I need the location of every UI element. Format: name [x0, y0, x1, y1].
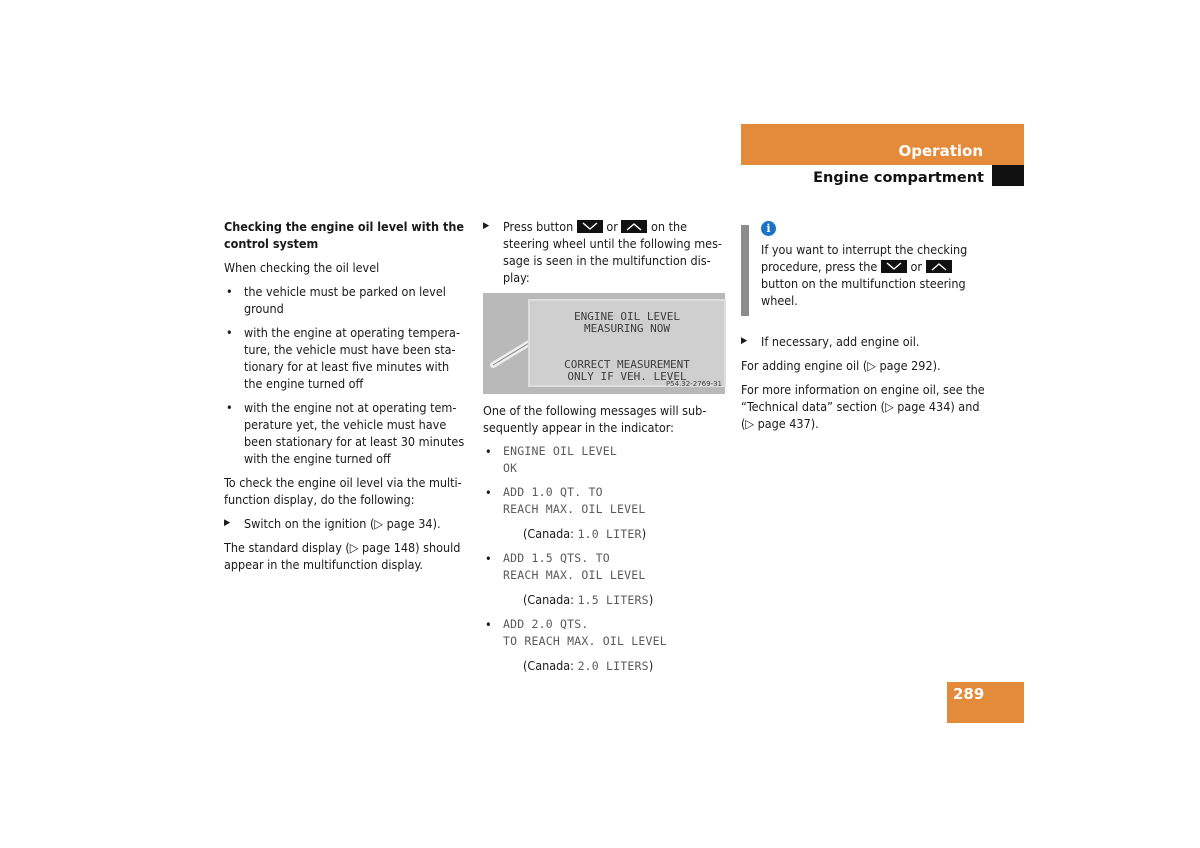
canada-value: 2.0 LITERS — [577, 659, 649, 673]
note-text — [761, 241, 991, 309]
step-text: or — [606, 219, 618, 234]
list-item — [483, 443, 728, 477]
figure-reference: P54.32-2769-31 — [665, 380, 722, 388]
column-middle — [483, 218, 728, 682]
subheader — [741, 165, 1024, 186]
info-icon: i — [761, 221, 776, 236]
canada-label: (Canada: — [523, 592, 574, 607]
canada-close: ) — [641, 526, 647, 541]
column-left — [224, 218, 468, 580]
canada-label: (Canada: — [523, 658, 574, 673]
message-line: TO REACH MAX. OIL LEVEL — [503, 634, 667, 648]
display-screen — [528, 299, 726, 387]
intro-text: When checking the oil level — [224, 260, 380, 275]
step-text: Press button — [503, 219, 574, 234]
display-line: ONLY IF VEH. LEVEL — [567, 370, 687, 383]
header-band — [741, 124, 1024, 165]
canada-value: 1.5 LITERS — [577, 593, 649, 607]
display-line: MEASURING NOW — [583, 322, 671, 335]
paragraph: To check the engine oil level via the multi-function display, do the following: — [224, 475, 462, 507]
column-right — [741, 218, 991, 439]
step-item — [483, 218, 728, 286]
button-up-icon — [926, 260, 952, 273]
step-text: on the steering wheel until the following mes-sage is seen in the multifunction dis-play: — [503, 219, 722, 285]
canada-note — [483, 591, 728, 609]
canada-value: 1.0 LITER — [577, 527, 642, 541]
list-item: • the vehicle must be parked on level ground — [224, 283, 468, 317]
paragraph: The standard display (▷ page 148) should appear in the multifunction display. — [224, 540, 461, 572]
paragraph: For adding engine oil (▷ page 292). — [741, 358, 941, 373]
canada-note — [483, 525, 728, 543]
list-item — [483, 484, 728, 518]
canada-close: ) — [648, 592, 654, 607]
message-line: REACH MAX. OIL LEVEL — [503, 568, 646, 582]
note-text-or: or — [910, 259, 922, 274]
message-line: • ADD 1.0 QT. TO — [503, 485, 603, 499]
heading: Checking the engine oil level with the control system — [224, 219, 464, 251]
paragraph: One of the following messages will sub-sequently appear in the indicator: — [483, 403, 707, 435]
button-down-icon — [881, 260, 907, 273]
button-up-icon — [621, 220, 647, 233]
canada-note — [483, 657, 728, 675]
list-item: • with the engine at operating tempera-ture, the vehicle must have been sta-tionary for at least five minutes with the engine turned off — [224, 324, 468, 392]
note-bar — [741, 225, 749, 316]
section-title: Operation — [898, 142, 983, 160]
step-item: ▶ If necessary, add engine oil. — [741, 333, 991, 350]
button-down-icon — [577, 220, 603, 233]
note-text-a: If you want to interrupt the checking procedure, press the — [761, 242, 968, 274]
list-item — [483, 616, 728, 650]
page-number: 289 — [953, 685, 985, 703]
list-item: • with the engine not at operating tem-perature yet, the vehicle must have been stationary for at least 30 minutes with the engine turned off — [224, 399, 468, 467]
paragraph: For more information on engine oil, see the “Technical data” section (▷ page 434) and (▷ page 437). — [741, 382, 985, 431]
multifunction-display-image — [483, 293, 725, 394]
canada-label: (Canada: — [523, 526, 574, 541]
message-line: REACH MAX. OIL LEVEL — [503, 502, 646, 516]
message-line: OK — [503, 461, 518, 475]
canada-close: ) — [648, 658, 654, 673]
page-number-tab — [947, 682, 1024, 723]
message-line: • ADD 1.5 QTS. TO — [503, 551, 610, 565]
note-text-b: button on the multifunction steering wheel. — [761, 276, 966, 308]
info-note — [741, 221, 991, 309]
display-line: CORRECT MEASUREMENT — [564, 358, 690, 371]
subheader-marker — [992, 165, 1024, 186]
display-line: ENGINE OIL LEVEL — [574, 310, 680, 323]
step-item: ▶ Switch on the ignition (▷ page 34). — [224, 515, 468, 532]
message-line: • ADD 2.0 QTS. — [503, 617, 589, 631]
message-line: • ENGINE OIL LEVEL — [503, 444, 617, 458]
subsection-title: Engine compartment — [813, 170, 984, 186]
list-item — [483, 550, 728, 584]
